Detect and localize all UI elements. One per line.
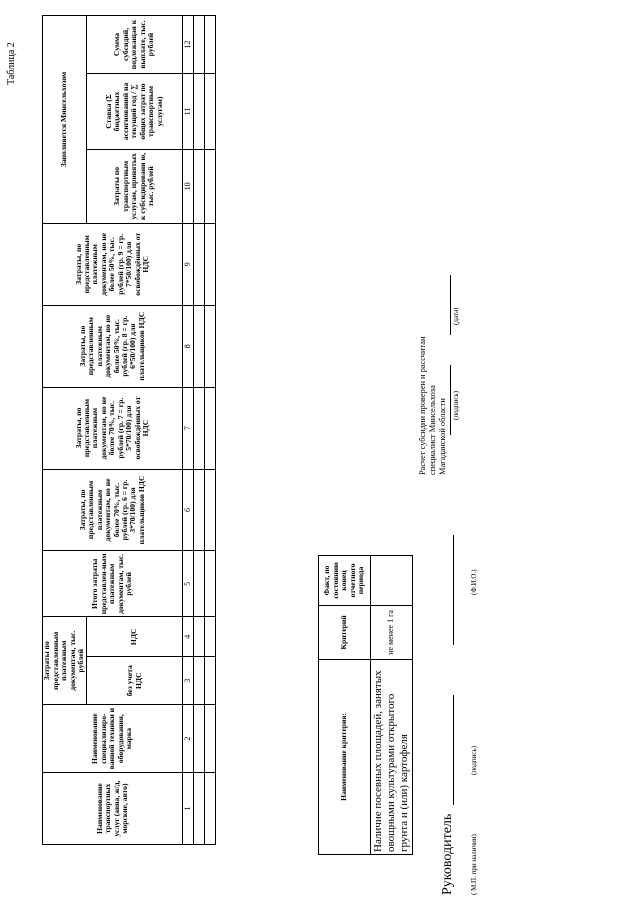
subsidy-costs-table	[42, 15, 216, 845]
verification-signature-caption: (подпись)	[452, 390, 460, 420]
header-subsidy-amount: Сумма субсидий, подлежащая к выплате, тыс. рублей	[87, 16, 183, 74]
verification-line: Магаданской области	[438, 398, 447, 475]
header-accepted-costs: Затраты по транспортным услугам, принятых к субсидировани ю, тыс. рублей	[87, 149, 183, 223]
criterion-fact	[371, 556, 413, 606]
header-costs-70-vat-exempt: Затраты, по представленным платежным документам, но не более 70%, тыс. рублей (гр. 7 = гр. 5*70/100) для освобождённых от НДС	[43, 387, 183, 469]
column-number: 5	[183, 551, 194, 617]
head-name-line	[453, 535, 454, 645]
table-row	[194, 16, 205, 845]
header-total-costs: Итого затраты представлен-ным платежным документам, тыс. рублей	[43, 551, 183, 617]
header-transport-services: Наименование транспортных услуг (авиа, ж/д, морские, авто)	[43, 773, 183, 845]
header-without-vat: без учета НДС	[87, 657, 183, 705]
header-fact: Факт, по состоянию конец отчетного периода	[319, 556, 371, 606]
criterion-name: Наличие посевных площадей, занятых овощными культурами открытого грунта и (или) картофеля	[371, 659, 413, 854]
table-row	[371, 556, 413, 855]
column-number: 8	[183, 305, 194, 387]
column-number: 9	[183, 223, 194, 305]
header-payment-docs-costs: Затраты по представленным платежным документам, тыс. рублей	[43, 617, 87, 705]
header-criterion-name: Наименование критерия:	[319, 659, 371, 854]
column-number: 6	[183, 469, 194, 551]
head-signature-line	[453, 695, 454, 805]
header-equipment-name: Наименование специализиро-ванной техники и оборудования, марка	[43, 705, 183, 773]
table-row	[205, 16, 216, 845]
column-number: 12	[183, 16, 194, 74]
column-number: 2	[183, 705, 194, 773]
header-costs-70-vat-payers: Затраты, по представленным платежным документам, но не более 70%, тыс. рублей (гр. 6 = гр. 3*70/100) для плательщиков НДС	[43, 469, 183, 551]
signature-caption: (подпись)	[470, 745, 478, 775]
column-number: 7	[183, 387, 194, 469]
column-number: 10	[183, 149, 194, 223]
column-number: 11	[183, 74, 194, 150]
verification-signature-area	[450, 135, 462, 475]
criterion-value: не менее 1 га	[371, 605, 413, 659]
head-label: Руководитель	[440, 813, 455, 895]
header-costs-50-vat-exempt: Затраты, по представленным платежным документам, но не более 50%, тыс. рублей (гр. 9 = гр. 7*50/100) для освобождённых от НДС	[43, 223, 183, 305]
column-number: 4	[183, 617, 194, 657]
column-number: 1	[183, 773, 194, 845]
table-title: Таблица 2	[6, 42, 17, 85]
header-costs-50-vat-payers: Затраты, по представленным платежным документам, но не более 50%, тыс. рублей (гр. 8 = гр. 6*50/100) для плательщиков НДС	[43, 305, 183, 387]
header-vat: НДС	[87, 617, 183, 657]
header-criterion: Критерий	[319, 605, 371, 659]
verification-date-caption: (дата)	[452, 307, 460, 325]
signature-captions	[470, 495, 482, 895]
verification-signature-line	[450, 365, 451, 435]
name-caption: (Ф.И.О.)	[470, 569, 478, 595]
criteria-table	[318, 555, 413, 855]
stamp-caption: ( М.П. при наличии)	[470, 834, 478, 895]
verification-line: специалист Минсельхоза	[428, 385, 437, 475]
verification-date-line	[450, 275, 451, 335]
verification-line: Расчет субсидии проверен и рассчитан	[418, 336, 427, 475]
column-number: 3	[183, 657, 194, 705]
header-ministry-fills: Заполняется Минсельхозом	[43, 16, 87, 224]
header-rate: Ставка (Σ бюджетных ассигнований на текущий год / ∑ общих затрат по транспортным услугам)	[87, 74, 183, 150]
verification-block	[418, 235, 448, 475]
